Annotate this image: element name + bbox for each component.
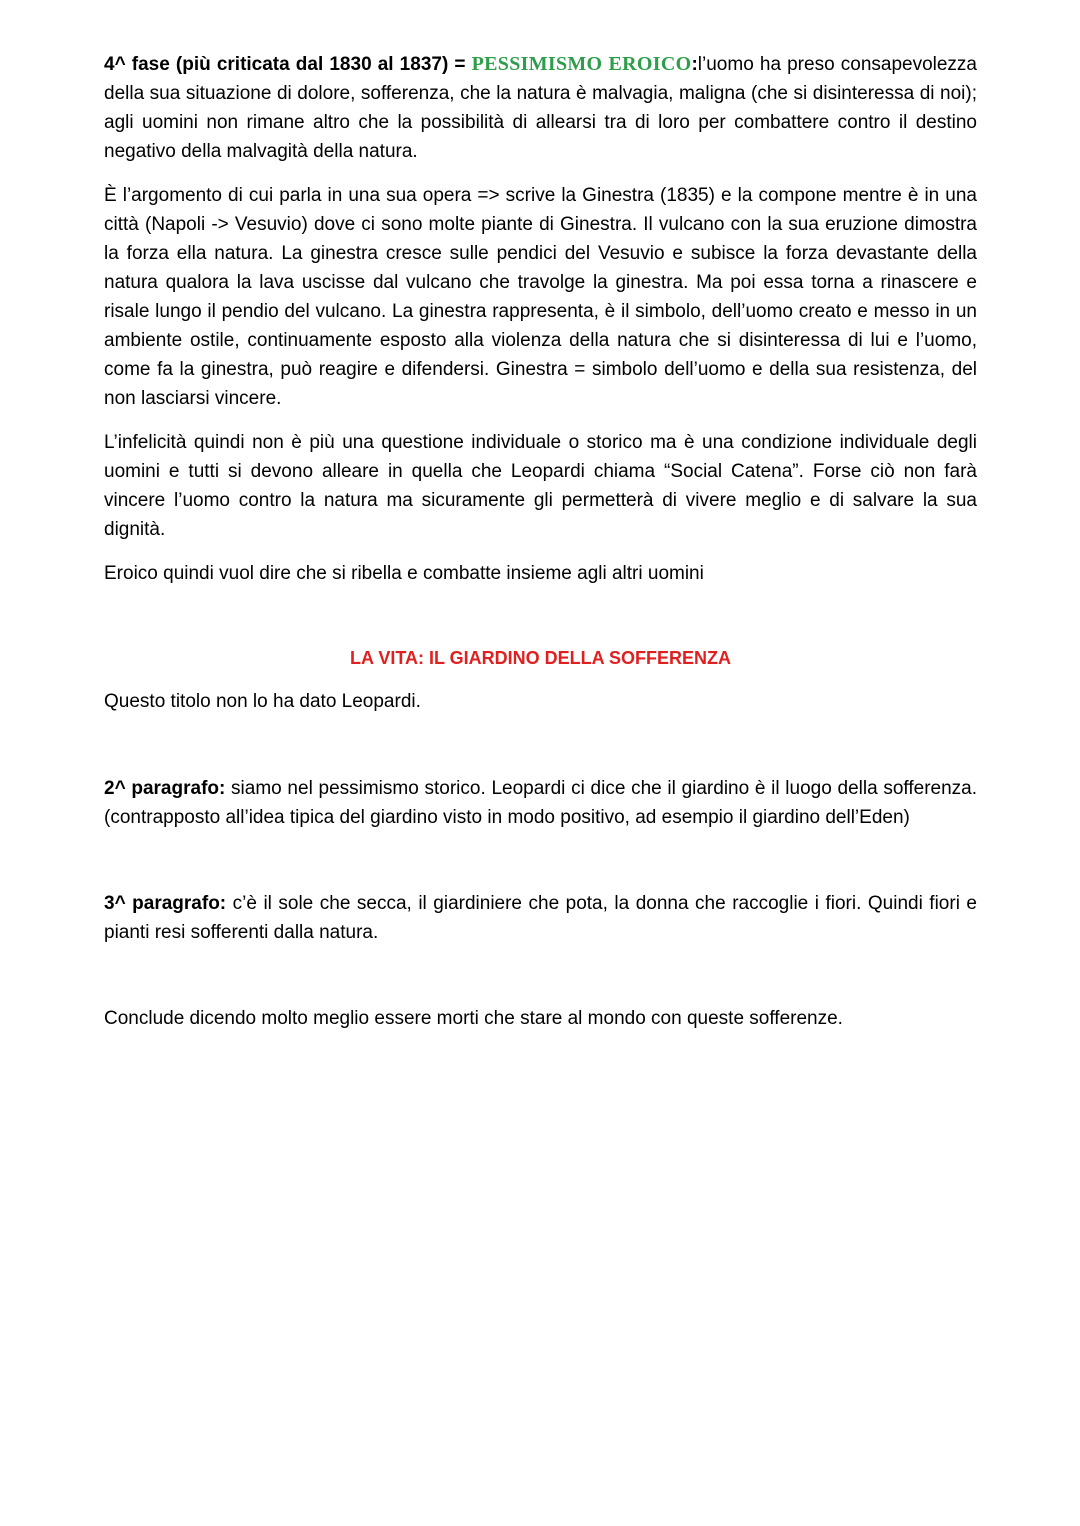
document-page xyxy=(104,50,977,1047)
paragraph-conclusione: Conclude dicendo molto meglio essere morti che stare al mondo con queste sofferenze. xyxy=(104,1008,843,1029)
paragraph-titolo: Questo titolo non lo ha dato Leopardi. xyxy=(104,691,421,712)
paragraph-infelicita: L’infelicità quindi non è più una questione individuale o storico ma è una condizione individuale degli uomini e tutti si devono alleare in quella che Leopardi chiama “Social Catena”. Forse ciò non farà vincere l’uomo contro la natura ma sicuramente gli permetterà di vivere meglio e di salvare la sua dignità. xyxy=(104,432,977,540)
paragraph-pessimismo-eroico xyxy=(104,50,977,166)
equals-sign: = xyxy=(448,54,472,75)
paragraph-text: c’è il sole che secca, il giardiniere che pota, la donna che raccoglie i fiori. Quindi fiori e pianti resi sofferenti dalla natura. xyxy=(104,893,978,943)
paragraph-3-paragrafo xyxy=(104,889,977,947)
paragraph-eroico: Eroico quindi vuol dire che si ribella e combatte insieme agli altri uomini xyxy=(104,563,704,584)
section-title: LA VITA: IL GIARDINO DELLA SOFFERENZA xyxy=(350,648,731,668)
phase-label: 4^ fase (più criticata dal 1830 al 1837) xyxy=(104,54,449,75)
paragraph-label: 2^ paragrafo: xyxy=(104,778,226,799)
pessimismo-eroico-title: PESSIMISMO EROICO xyxy=(471,53,692,75)
paragraph-2-paragrafo xyxy=(104,774,977,832)
paragraph-text: siamo nel pessimismo storico. Leopardi ci dice che il giardino è il luogo della sofferenza. (contrapposto all’idea tipica del giardino visto in modo positivo, ad esempio il giardino dell’Eden) xyxy=(104,778,978,828)
paragraph-ginestra: È l’argomento di cui parla in una sua opera => scrive la Ginestra (1835) e la compone mentre è in una città (Napoli -> Vesuvio) dove ci sono molte piante di Ginestra. Il vulcano con la sua eruzione dimostra la forza ella natura. La ginestra cresce sulle pendici del Vesuvio e subisce la forza devastante della natura qualora la lava uscisse dal vulcano che travolge la ginestra. Ma poi essa torna a rinascere e risale lungo il pendio del vulcano. La ginestra rappresenta, è il simbolo, dell’uomo creato e messo in un ambiente ostile, continuamente esposto alla violenza della natura che si disinteressa di lui e l’uomo, come fa la ginestra, può reagire e difendersi. Ginestra = simbolo dell’uomo e della sua resistenza, del non lasciarsi vincere. xyxy=(104,185,977,409)
colon: : xyxy=(691,54,698,75)
paragraph-label: 3^ paragrafo: xyxy=(104,893,227,914)
paragraph-text: l’uomo ha preso consapevolezza della sua situazione di dolore, sofferenza, che la natura è malvagia, maligna (che si disinteressa di noi); agli uomini non rimane altro che la possibilità di allearsi tra di loro per combattere contro il destino negativo della malvagità della natura. xyxy=(104,54,978,162)
